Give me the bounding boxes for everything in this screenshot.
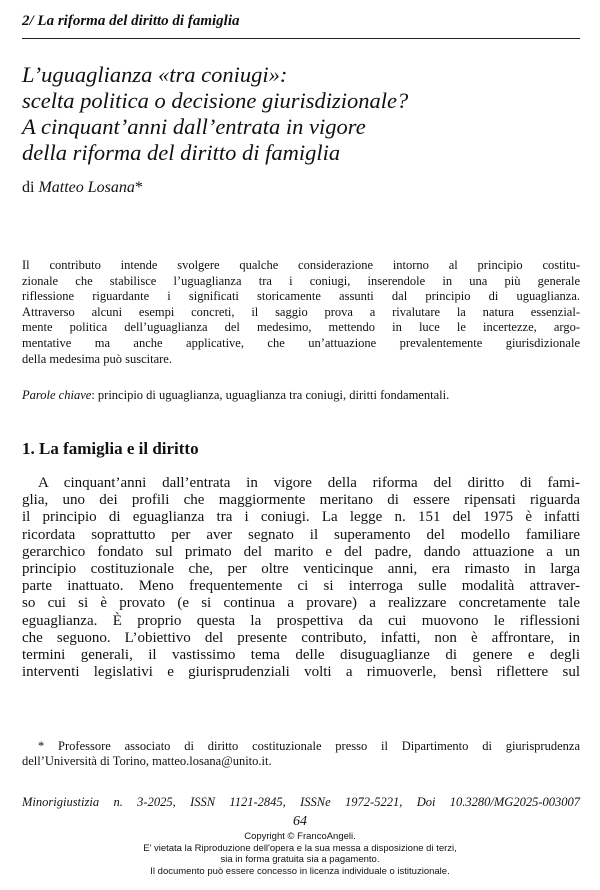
abstract-line: Attraverso alcuni esempi concreti, il saggio prova a rivalutare la natura essenzial-: [22, 304, 580, 319]
title-line: della riforma del diritto di famiglia: [22, 140, 341, 165]
abstract-line: Il contributo intende svolgere qualche considerazione intorno al principio costitu-: [22, 258, 580, 272]
section-heading: 1. La famiglia e il diritto: [22, 439, 199, 458]
article-title: [22, 62, 582, 166]
body-line: il principio di eguaglianza tra i coniugi. La legge n. 151 del 1975 è infatti: [22, 509, 580, 526]
footnote: [22, 739, 580, 769]
body-line: glia, uno dei profili che maggiormente meritano di essere ripensati riguarda: [22, 492, 580, 509]
title-line: scelta politica o decisione giurisdizionale?: [22, 88, 409, 113]
page-number: 64: [293, 814, 307, 829]
title-line: A cinquant’anni dall’entrata in vigore: [22, 114, 366, 139]
copyright-notice: [0, 831, 600, 877]
keywords: [22, 388, 582, 403]
abstract: [22, 258, 580, 367]
body-line: che seguono. L’obiettivo del presente contributo, infatti, non è affrontare, in: [22, 629, 580, 646]
body-line: eguaglianza. È proprio questa la prospettiva da cui muovono le riflessioni: [22, 612, 580, 629]
abstract-line: mentative ma anche applicative, che un’attuazione prevalentemente giurisdizionale: [22, 335, 580, 350]
abstract-line: della medesima può suscitare.: [22, 351, 172, 366]
abstract-line: mente politica dell’uguaglianza del medesimo, mettendo in luce le incertezze, argo-: [22, 320, 580, 335]
body-line: principio costituzionale che, per oltre venticinque anni, era rimasto in larga: [22, 561, 580, 578]
body-line: so cui si è provato (e si continua a provare) a realizzare concretamente tale: [22, 595, 580, 612]
keywords-label: Parole chiave: [22, 388, 92, 402]
abstract-line: zionale che stabilisce l’uguaglianza tra i coniugi, inserendole in una più generale: [22, 273, 580, 288]
copyright-line: sia in forma gratuita sia a pagamento.: [220, 854, 380, 865]
title-line: L’uguaglianza «tra coniugi»:: [22, 62, 288, 87]
body-line: gerarchico fondato sul primato del marito e del padre, dando attuazione a un: [22, 543, 580, 560]
copyright-line: Il documento può essere concesso in licenza individuale o istituzionale.: [150, 865, 450, 877]
byline: [22, 179, 143, 197]
body-line: A cinquant’anni dall’entrata in vigore della riforma del diritto di fami-: [38, 475, 580, 491]
journal-citation: Minorigiustizia n. 3-2025, ISSN 1121-2845, ISSNe 1972-5221, Doi 10.3280/MG2025-003007: [22, 795, 580, 809]
copyright-line: Copyright © FrancoAngeli.: [244, 831, 356, 842]
running-head: 2/ La riforma del diritto di famiglia: [22, 13, 240, 29]
author-name: Matteo Losana: [38, 179, 135, 196]
footnote-line: dell’Università di Torino, matteo.losana@unito.it.: [22, 754, 272, 768]
body-line: parte inattuato. Meno frequentemente ci si interroga sulle modalità attraver-: [22, 578, 580, 595]
footnote-line: * Professore associato di diritto costituzionale presso il Dipartimento di giurisprudenza: [38, 739, 580, 753]
body-line: ricordata soprattutto per aver segnato il superamento del modello familiare: [22, 526, 580, 543]
footnote-marker: *: [134, 179, 143, 196]
keywords-text: : principio di uguaglianza, uguaglianza tra coniugi, diritti fondamentali.: [91, 388, 450, 402]
byline-prefix: di: [22, 179, 39, 196]
abstract-line: riflessione riguardante i significati storicamente assunti dal principio di uguaglianza.: [22, 289, 580, 304]
body-line: termini generali, il vastissimo tema delle disuguaglianze di genere e degli: [22, 647, 580, 664]
body-text: [22, 475, 580, 681]
body-line: interventi legislativi e giurisprudenziali volti a rimuoverle, bensì riflettere sul: [22, 664, 580, 681]
header-divider: [22, 38, 580, 39]
copyright-line: E' vietata la Riproduzione dell'opera e la sua messa a disposizione di terzi,: [143, 842, 457, 854]
